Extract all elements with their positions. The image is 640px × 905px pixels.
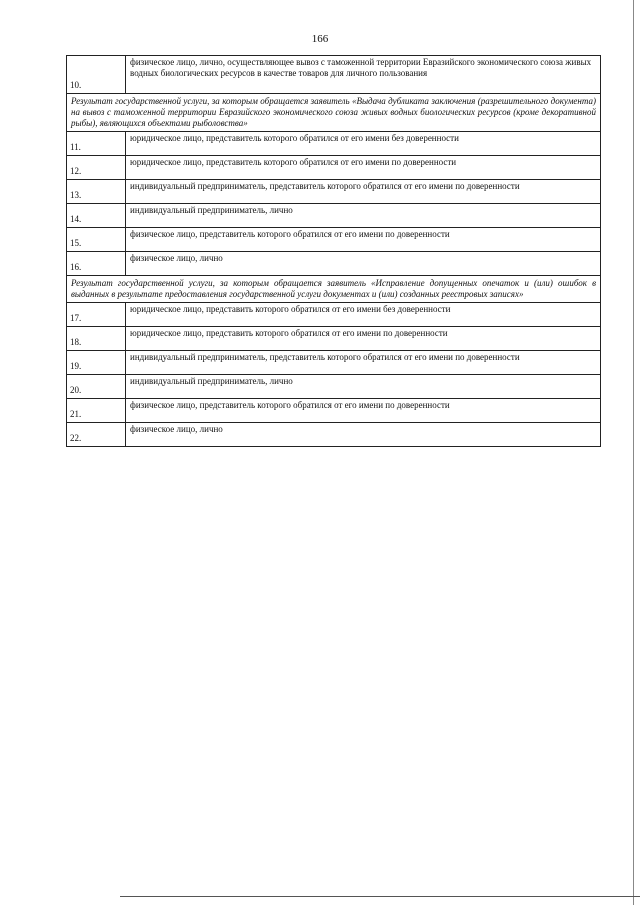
table-row xyxy=(67,252,601,276)
row-number: 15. xyxy=(67,228,126,252)
row-description: индивидуальный предприниматель, лично xyxy=(126,204,601,228)
page-number: 166 xyxy=(311,33,329,45)
row-description: физическое лицо, лично xyxy=(126,423,601,447)
table-row xyxy=(67,351,601,375)
row-description: юридическое лицо, представить которого обратился от его имени по доверенности xyxy=(126,327,601,351)
row-description: юридическое лицо, представитель которого обратился от его имени без доверенности xyxy=(126,132,601,156)
row-description: юридическое лицо, представить которого обратился от его имени без доверенности xyxy=(126,303,601,327)
row-number: 22. xyxy=(67,423,126,447)
row-number: 21. xyxy=(67,399,126,423)
row-description: физическое лицо, представитель которого обратился от его имени по доверенности xyxy=(126,228,601,252)
row-description: индивидуальный предприниматель, лично xyxy=(126,375,601,399)
page-edge-right xyxy=(633,0,634,905)
row-number: 11. xyxy=(67,132,126,156)
section-heading: Результат государственной услуги, за которым обращается заявитель «Исправление допущенных опечаток и (или) ошибок в выданных в результате предоставления государственной услуги документах и (или) созданных реестровых записях» xyxy=(67,276,601,303)
row-number: 10. xyxy=(67,56,126,94)
row-description: индивидуальный предприниматель, представитель которого обратился от его имени по доверенности xyxy=(126,351,601,375)
row-number: 12. xyxy=(67,156,126,180)
section-row xyxy=(67,276,601,303)
table-row xyxy=(67,327,601,351)
table-row xyxy=(67,132,601,156)
row-number: 19. xyxy=(67,351,126,375)
row-number: 17. xyxy=(67,303,126,327)
row-number: 13. xyxy=(67,180,126,204)
section-heading: Результат государственной услуги, за которым обращается заявитель «Выдача дубликата заключения (разрешительного документа) на вывоз с таможенной территории Евразийского экономического союза живых водных биологических ресурсов (кроме декоративной рыбы), являющихся объектами рыболовства» xyxy=(67,94,601,132)
row-number: 20. xyxy=(67,375,126,399)
table-row xyxy=(67,375,601,399)
table-row xyxy=(67,423,601,447)
row-number: 16. xyxy=(67,252,126,276)
row-number: 14. xyxy=(67,204,126,228)
row-number: 18. xyxy=(67,327,126,351)
table-row xyxy=(67,399,601,423)
row-description: физическое лицо, лично xyxy=(126,252,601,276)
applicant-categories-table xyxy=(66,55,601,447)
row-description: физическое лицо, представитель которого обратился от его имени по доверенности xyxy=(126,399,601,423)
row-description: юридическое лицо, представитель которого обратился от его имени по доверенности xyxy=(126,156,601,180)
table-row xyxy=(67,204,601,228)
table-row xyxy=(67,180,601,204)
table-row xyxy=(67,56,601,94)
row-description: индивидуальный предприниматель, представитель которого обратился от его имени по доверенности xyxy=(126,180,601,204)
page-edge-bottom xyxy=(120,896,640,897)
section-row xyxy=(67,94,601,132)
table-row xyxy=(67,156,601,180)
table-row xyxy=(67,228,601,252)
row-description: физическое лицо, лично, осуществляющее вывоз с таможенной территории Евразийского экономического союза живых водных биологических ресурсов в качестве товаров для личного пользования xyxy=(126,56,601,94)
table-row xyxy=(67,303,601,327)
